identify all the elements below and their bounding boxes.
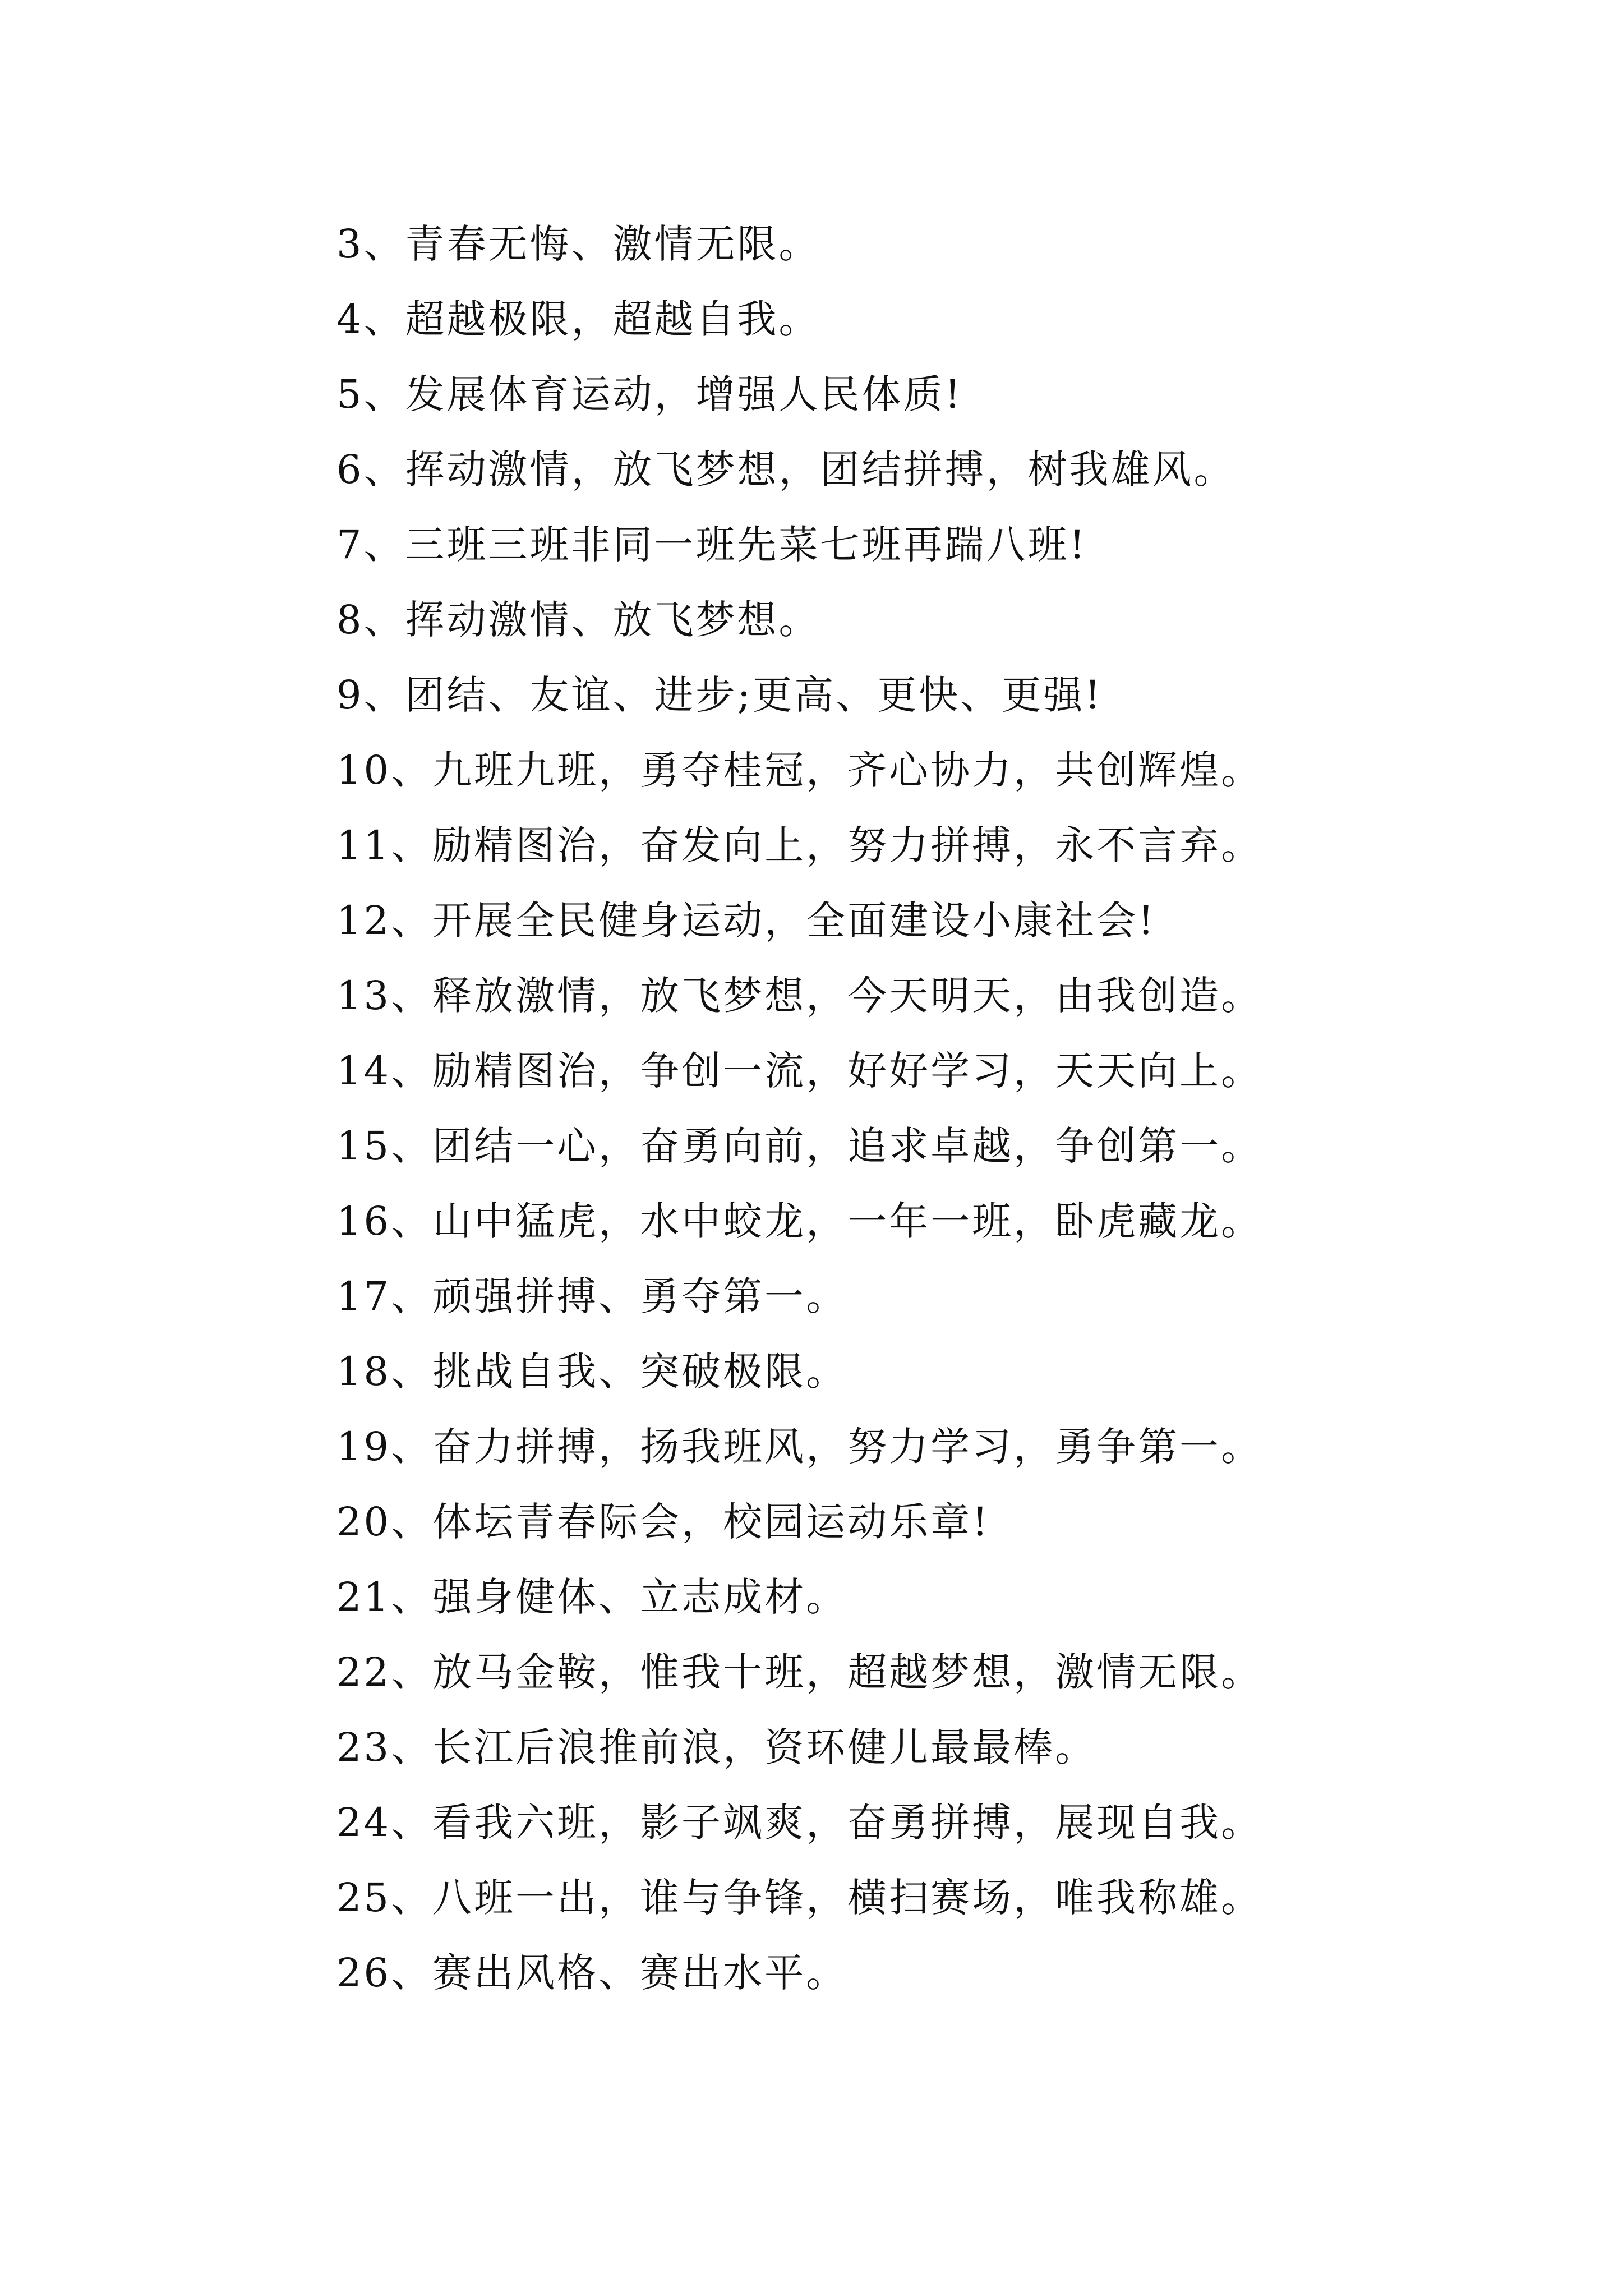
slogan-line: 10、九班九班，勇夺桂冠，齐心协力，共创辉煌。 bbox=[336, 747, 1263, 793]
slogan-line: 9、团结、友谊、进步;更高、更快、更强! bbox=[336, 672, 1103, 718]
slogan-line: 11、励精图治，奋发向上，努力拼搏，永不言弃。 bbox=[336, 822, 1263, 868]
slogan-line: 12、开展全民健身运动，全面建设小康社会! bbox=[336, 898, 1156, 944]
slogan-list bbox=[336, 216, 1559, 2020]
slogan-line: 3、青春无悔、激情无限。 bbox=[336, 221, 820, 267]
slogan-line: 7、三班三班非同一班先菜七班再踹八班! bbox=[336, 522, 1087, 568]
slogan-line: 13、释放激情，放飞梦想，今天明天，由我创造。 bbox=[336, 973, 1263, 1019]
slogan-line: 20、体坛青春际会，校园运动乐章! bbox=[336, 1499, 990, 1545]
slogan-line: 21、强身健体、立志成材。 bbox=[336, 1574, 848, 1620]
slogan-line: 26、赛出风格、赛出水平。 bbox=[336, 1950, 848, 1996]
slogan-line: 15、团结一心，奋勇向前，追求卓越，争创第一。 bbox=[336, 1123, 1263, 1169]
slogan-line: 23、长江后浪推前浪，资环健儿最最棒。 bbox=[336, 1724, 1097, 1770]
slogan-line: 16、山中猛虎，水中蛟龙，一年一班，卧虎藏龙。 bbox=[336, 1198, 1263, 1244]
slogan-line: 18、挑战自我、突破极限。 bbox=[336, 1349, 848, 1395]
slogan-line: 17、顽强拼搏、勇夺第一。 bbox=[336, 1273, 848, 1319]
slogan-line: 5、发展体育运动，增强人民体质! bbox=[336, 371, 963, 417]
slogan-line: 8、挥动激情、放飞梦想。 bbox=[336, 597, 820, 643]
slogan-line: 22、放马金鞍，惟我十班，超越梦想，激情无限。 bbox=[336, 1649, 1263, 1695]
slogan-line: 4、超越极限，超越自我。 bbox=[336, 296, 820, 342]
slogan-line: 24、看我六班，影子飒爽，奋勇拼搏，展现自我。 bbox=[336, 1800, 1263, 1846]
slogan-line: 19、奋力拼搏，扬我班风，努力学习，勇争第一。 bbox=[336, 1424, 1263, 1470]
slogan-line: 14、励精图治，争创一流，好好学习，天天向上。 bbox=[336, 1048, 1263, 1094]
slogan-line: 6、挥动激情，放飞梦想，团结拼搏，树我雄风。 bbox=[336, 447, 1235, 493]
slogan-line: 25、八班一出，谁与争锋，横扫赛场，唯我称雄。 bbox=[336, 1875, 1263, 1921]
